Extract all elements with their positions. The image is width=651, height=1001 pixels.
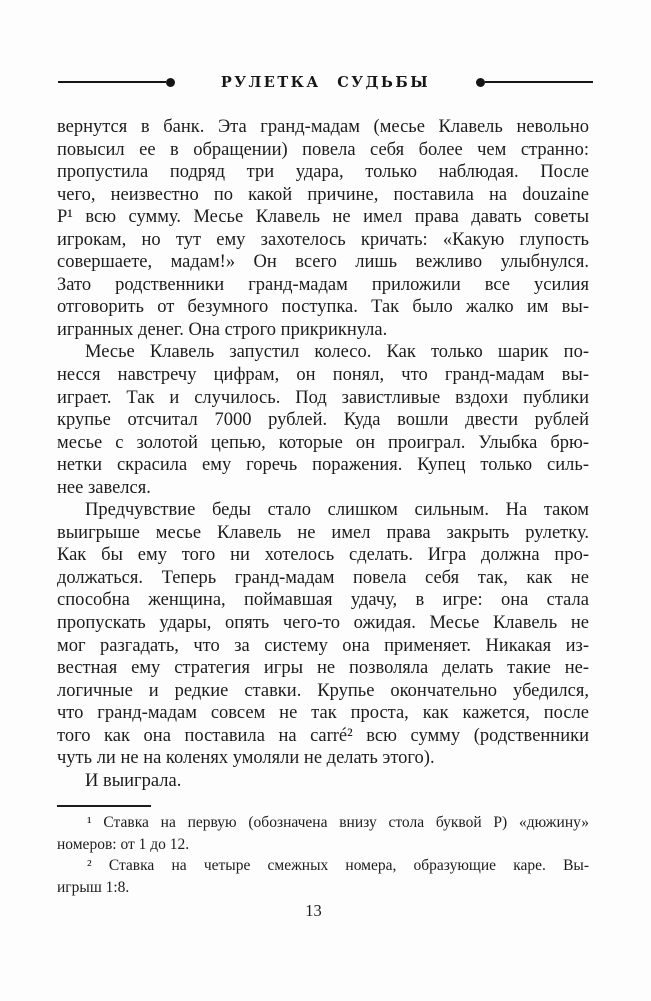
body-line: повысил ее в обращении) повела себя более чем странно: xyxy=(57,139,589,160)
body-line: Как бы ему того ни хотелось сделать. Игра должна про- xyxy=(57,545,589,566)
body-line: Предчувствие беды стало слишком сильным. На таком xyxy=(85,500,589,521)
body-line: P¹ всю сумму. Месье Клавель не имел права давать советы xyxy=(57,207,589,228)
body-line: несся навстречу цифрам, он понял, что гранд-мадам вы- xyxy=(57,365,589,386)
body-line: способна женщина, поймавшая удачу, в игре: она стала xyxy=(57,590,589,611)
body-line: крупье отсчитал 7000 рублей. Куда вошли двести рублей xyxy=(57,410,589,431)
body-line: игранных денег. Она строго прикрикнула. xyxy=(57,319,388,340)
body-line: месье с золотой цепью, которые он проиграл. Улыбка брю- xyxy=(57,432,589,453)
running-head xyxy=(58,72,593,92)
body-text xyxy=(57,116,589,792)
body-line: вестная ему стратегия игры не позволяла делать такие не- xyxy=(57,658,589,679)
body-line: чуть ли не на коленях умоляли не делать этого). xyxy=(57,748,435,769)
body-line: Месье Клавель запустил колесо. Как только шарик по- xyxy=(85,342,589,363)
ornament-rule-right xyxy=(485,81,593,83)
footnotes xyxy=(57,812,589,898)
body-line: нее завелся. xyxy=(57,477,151,498)
page-number: 13 xyxy=(305,901,322,920)
body-line: должаться. Теперь гранд-мадам повела себя так, как не xyxy=(57,567,589,588)
body-line: вернутся в банк. Эта гранд-мадам (месье Клавель невольно xyxy=(57,117,589,137)
footnote-separator xyxy=(57,805,151,807)
body-line: Зато родственники гранд-мадам приложили все усилия xyxy=(57,274,589,295)
chapter-title: РУЛЕТКА СУДЬБЫ xyxy=(220,73,431,91)
body-line: что гранд-мадам совсем не так проста, как кажется, после xyxy=(57,703,589,724)
footnote-line: ¹ Ставка на первую (обозначена внизу стола буквой P) «дюжину» xyxy=(87,814,589,831)
body-line: логичные и редкие ставки. Крупье окончательно убедился, xyxy=(57,680,589,701)
ornament-rule-left xyxy=(58,81,166,83)
body-line: того как она поставила на carré² всю сумму (родственники xyxy=(57,725,589,746)
body-line: играет. Так и случилось. Под завистливые вздохи публики xyxy=(57,387,589,408)
body-line: игрокам, но тут ему захотелось кричать: «Какую глупость xyxy=(57,229,589,250)
body-line: пропускать удары, опять чего-то ожидая. Месье Клавель не xyxy=(57,613,589,634)
body-line: совершаете, мадам!» Он всего лишь вежливо улыбнулся. xyxy=(57,252,589,273)
ornament-dot-left-icon xyxy=(166,78,175,87)
body-line: И выиграла. xyxy=(85,770,182,791)
footnote-line: ² Ставка на четыре смежных номера, образующие каре. Вы- xyxy=(87,857,589,874)
footnote-line: номеров: от 1 до 12. xyxy=(57,835,190,853)
body-line: нетки скрасила ему горечь поражения. Купец только силь- xyxy=(57,455,589,476)
body-line: чего, неизвестно по какой причине, поставила на douzaine xyxy=(57,184,589,205)
body-line: мог разгадать, что за систему она применяет. Никакая из- xyxy=(57,635,589,656)
footnote-line: игрыш 1:8. xyxy=(57,878,130,896)
body-line: выигрыше месье Клавель не имел права закрыть рулетку. xyxy=(57,522,589,543)
body-line: отговорить от безумного поступка. Так было жалко им вы- xyxy=(57,297,589,318)
body-line: пропустила подряд три удара, только наблюдая. После xyxy=(57,162,589,183)
ornament-dot-right-icon xyxy=(476,78,485,87)
